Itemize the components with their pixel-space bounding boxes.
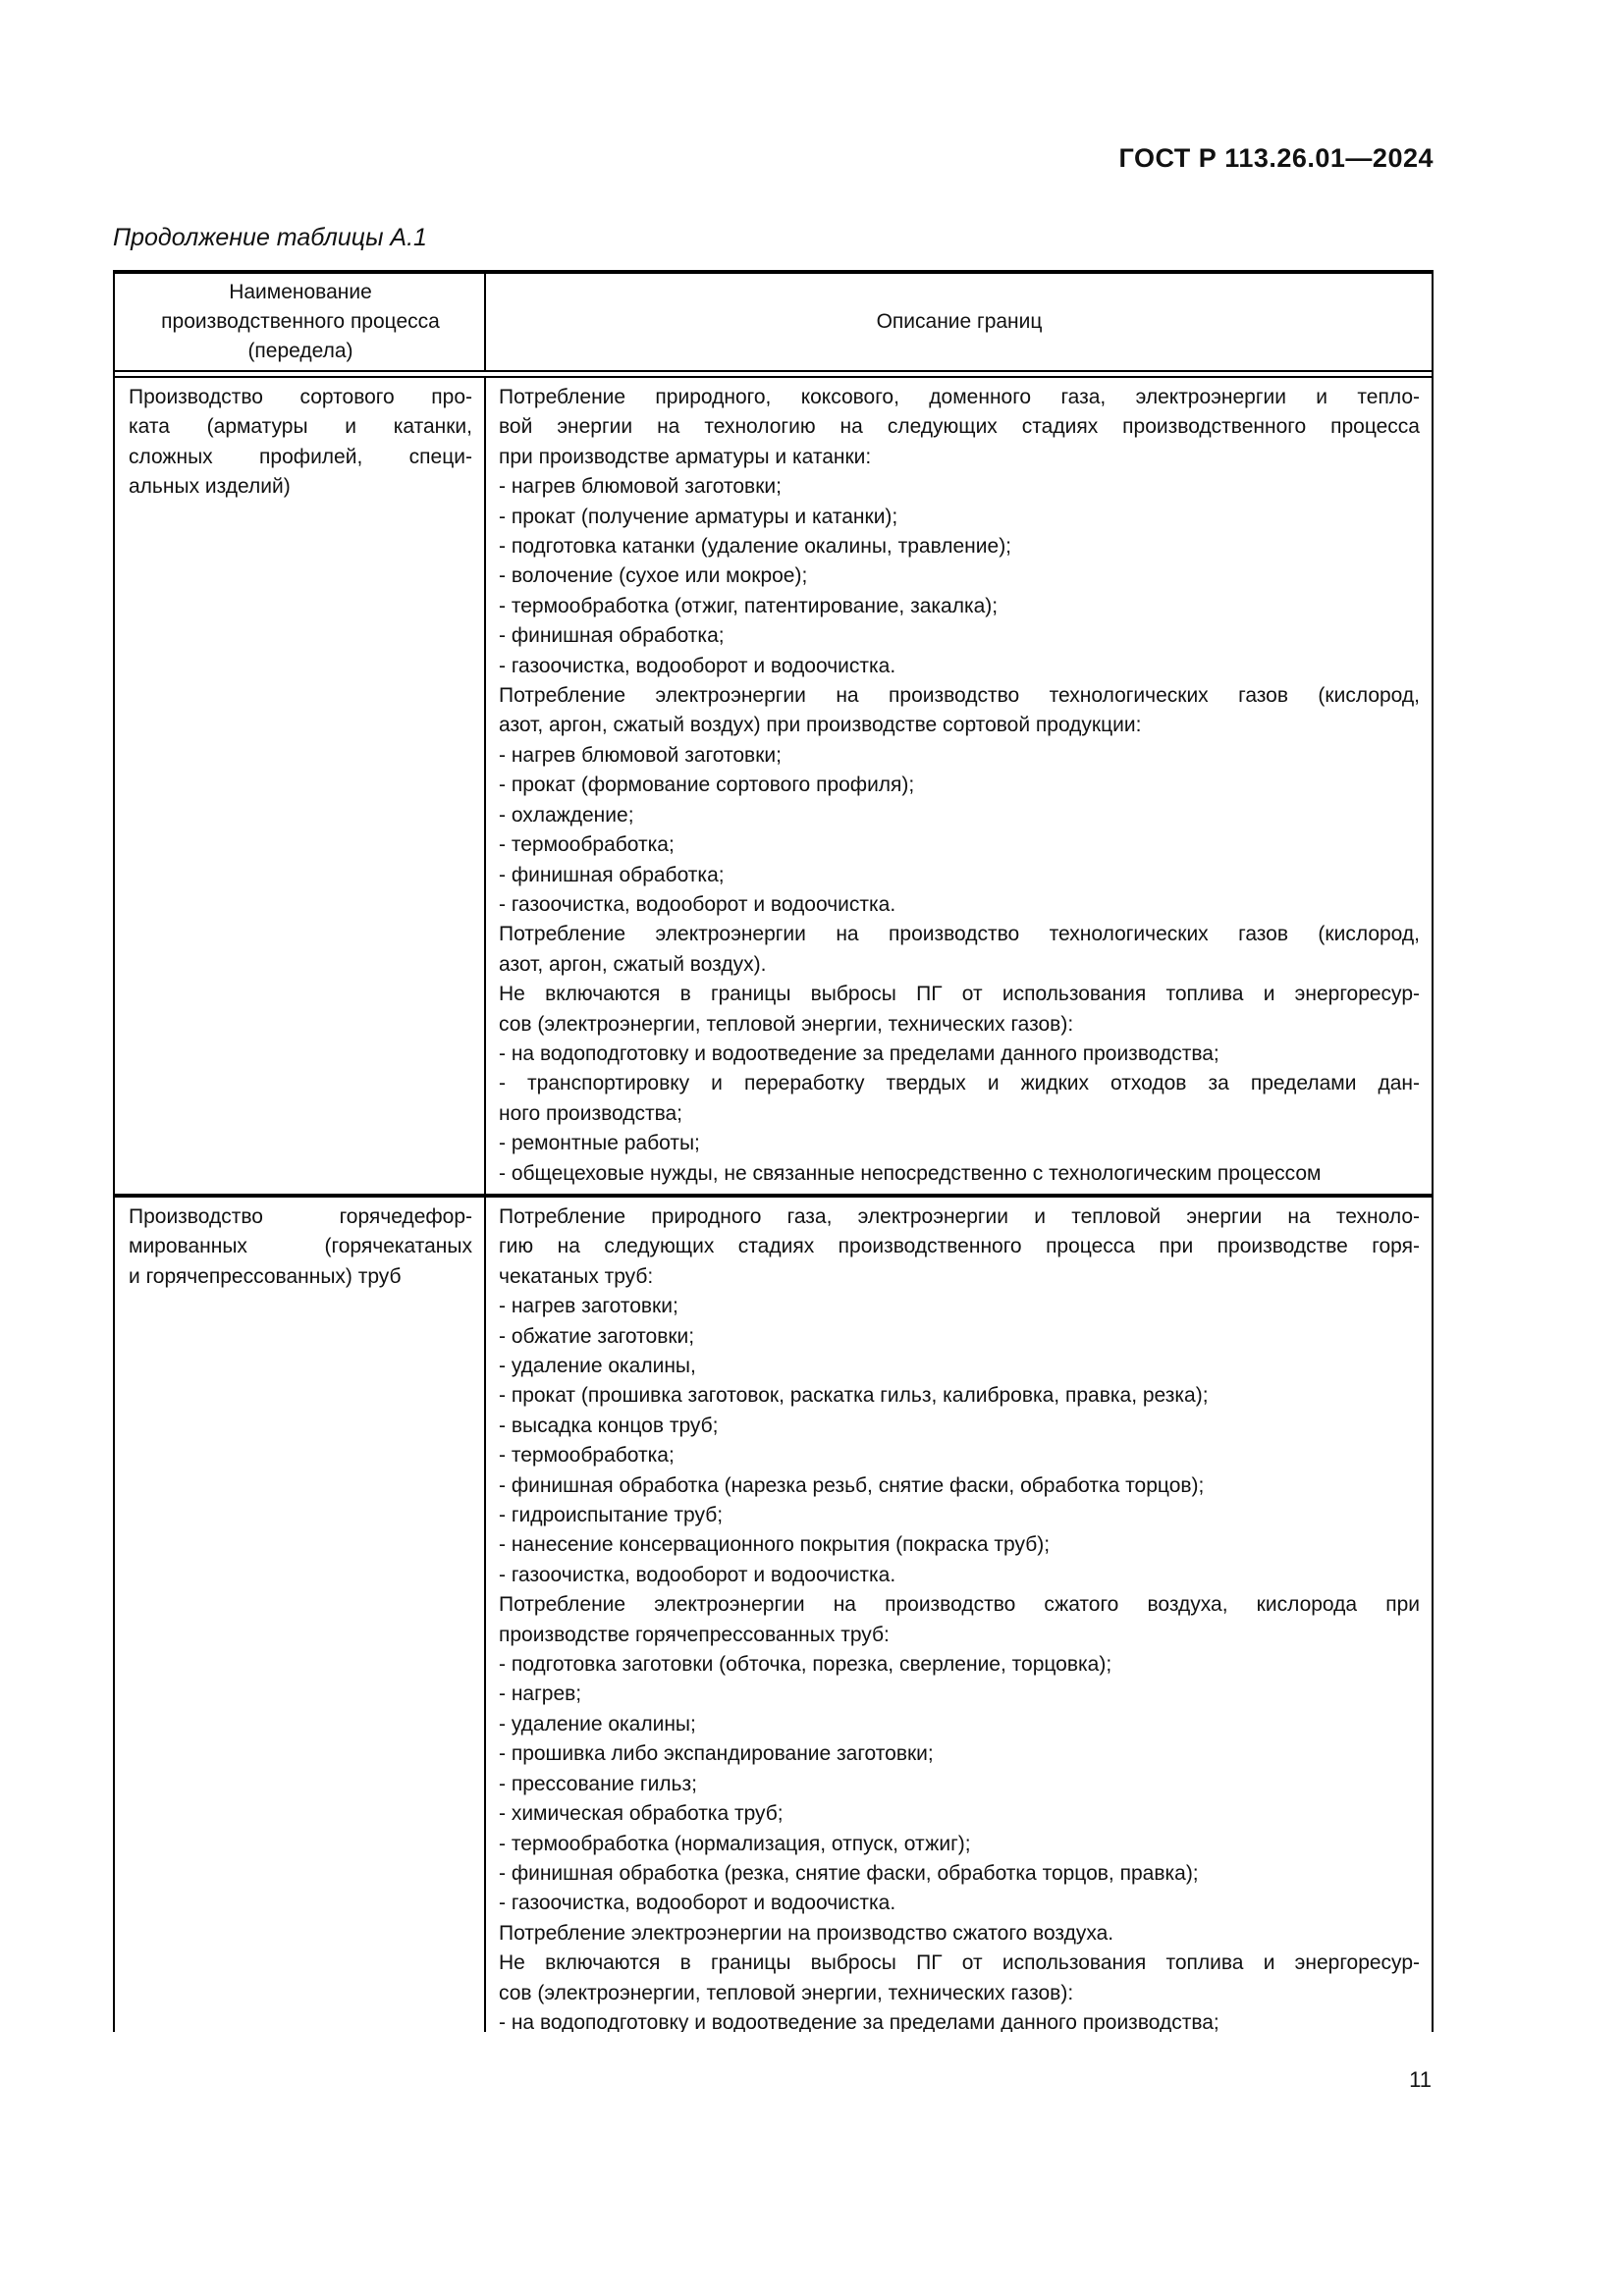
description-text-line: - нанесение консервационного покрытия (покраска труб);	[499, 1533, 1051, 1557]
description-text-line: азот, аргон, сжатый воздух) при производстве сортовой продукции:	[499, 714, 1142, 737]
description-text-line: - прокат (формование сортового профиля);	[499, 774, 915, 797]
description-text-line: - на водоподготовку и водоотведение за пределами данного производства;	[499, 1041, 1219, 1065]
description-text-line: - нагрев блюмовой заготовки;	[499, 475, 782, 499]
description-text-line: Потребление природного, коксового, доменного газа, электроэнергии и тепло-	[499, 386, 1420, 408]
description-text-line: - финишная обработка;	[499, 624, 725, 648]
description-text-line: - термообработка;	[499, 833, 675, 857]
description-text-line: - подготовка катанки (удаление окалины, травление);	[499, 535, 1012, 559]
column-header-process	[115, 274, 486, 370]
description-text-line: при производстве арматуры и катанки:	[499, 445, 872, 468]
boundaries-table	[113, 270, 1434, 2032]
description-text-line: вой энергии на технологию на следующих стадиях производственного процесса	[499, 415, 1420, 439]
description-text-line: Потребление электроэнергии на производство сжатого воздуха.	[499, 1921, 1114, 1945]
description-text-line: - удаление окалины;	[499, 1712, 696, 1735]
description-text-line: - прессование гильз;	[499, 1772, 697, 1795]
table-body	[115, 378, 1432, 2032]
description-text-line: - газоочистка, водооборот и водоочистка.	[499, 1892, 896, 1915]
description-text-line: Потребление природного газа, электроэнергии и тепловой энергии на техноло-	[499, 1204, 1420, 1228]
description-text-line: - термообработка (нормализация, отпуск, отжиг);	[499, 1832, 971, 1855]
table-row	[115, 378, 1432, 1194]
description-text-line: Не включаются в границы выбросы ПГ от использования топлива и энергоресур-	[499, 1951, 1420, 1975]
description-text-line: - термообработка (отжиг, патентирование, закалка);	[499, 594, 999, 617]
description-text-line: - газоочистка, водооборот и водоочистка.	[499, 892, 896, 916]
description-text-line: Потребление электроэнергии на производство технологических газов (кислород,	[499, 923, 1420, 946]
description-text-line: сов (электроэнергии, тепловой энергии, технических газов):	[499, 1012, 1074, 1036]
table-caption: Продолжение таблицы А.1	[113, 224, 427, 251]
description-text-line: - прошивка либо экспандирование заготовки;	[499, 1742, 934, 1766]
description-text-line: - волочение (сухое или мокрое);	[499, 564, 808, 588]
description-text-line: - термообработка;	[499, 1444, 675, 1468]
description-text-line: - газоочистка, водооборот и водоочистка.	[499, 654, 896, 677]
description-cell	[486, 378, 1432, 1194]
description-text-line: гию на следующих стадиях производственного процесса при производстве горя-	[499, 1235, 1420, 1258]
column-header-description-label: Описание границ	[876, 310, 1043, 333]
description-text-line: - обжатие заготовки;	[499, 1324, 695, 1348]
header-double-rule	[115, 370, 1432, 378]
standard-reference: ГОСТ Р 113.26.01—2024	[1118, 143, 1434, 173]
description-text-line: Потребление электроэнергии на производство сжатого воздуха, кислорода при	[499, 1593, 1420, 1617]
description-text-line: - подготовка заготовки (обточка, порезка, сверление, торцовка);	[499, 1653, 1112, 1677]
description-text-line: - финишная обработка (резка, снятие фаски, обработка торцов, правка);	[499, 1861, 1199, 1885]
description-text-line: - на водоподготовку и водоотведение за пределами данного производства;	[499, 2010, 1219, 2032]
process-text-line: и горячепрессованных) труб	[129, 1264, 402, 1288]
process-text-line: Производство сортового про-	[129, 386, 472, 408]
process-text-line: Производство горячедефор-	[129, 1204, 472, 1228]
description-text-line: - охлаждение;	[499, 803, 634, 827]
process-cell	[115, 378, 486, 1194]
description-text-line: - общецеховые нужды, не связанные непосредственно с технологическим процессом	[499, 1161, 1322, 1185]
process-text-line: альных изделий)	[129, 475, 291, 499]
description-text-line: - транспортировку и переработку твердых и жидких отходов за пределами дан-	[499, 1072, 1420, 1095]
column-header-process-line: производственного процесса	[161, 310, 440, 333]
description-text-line: азот, аргон, сжатый воздух).	[499, 952, 767, 976]
column-header-process-line: Наименование	[229, 281, 372, 303]
description-cell	[486, 1198, 1432, 2032]
description-text-line: - нагрев блюмовой заготовки;	[499, 743, 782, 767]
process-text-line: мированных (горячекатаных	[129, 1235, 472, 1258]
description-text-line: сов (электроэнергии, тепловой энергии, технических газов):	[499, 1981, 1074, 2004]
description-text-line: - финишная обработка;	[499, 863, 725, 886]
description-text-line: - прокат (прошивка заготовок, раскатка гильз, калибровка, правка, резка);	[499, 1384, 1209, 1408]
description-text-line: - нагрев;	[499, 1682, 582, 1706]
description-text-line: - гидроиспытание труб;	[499, 1504, 724, 1527]
table-header-row	[115, 274, 1432, 370]
description-text-line: - удаление окалины,	[499, 1355, 696, 1377]
description-text-line: - высадка концов труб;	[499, 1414, 719, 1437]
description-text-line: Потребление электроэнергии на производство технологических газов (кислород,	[499, 684, 1420, 708]
description-text-line: - ремонтные работы;	[499, 1132, 700, 1155]
process-text-line: ката (арматуры и катанки,	[129, 415, 472, 439]
column-header-process-line: (передела)	[247, 340, 353, 362]
page-number: 11	[1409, 2067, 1432, 2092]
description-text-line: ного производства;	[499, 1101, 683, 1125]
description-text-line: - нагрев заготовки;	[499, 1295, 678, 1318]
process-text-line: сложных профилей, специ-	[129, 445, 472, 468]
description-text-line: Не включаются в границы выбросы ПГ от использования топлива и энергоресур-	[499, 983, 1420, 1006]
process-cell	[115, 1198, 486, 2032]
description-text-line: производстве горячепрессованных труб:	[499, 1623, 890, 1646]
description-text-line: - газоочистка, водооборот и водоочистка.	[499, 1563, 896, 1586]
description-text-line: - финишная обработка (нарезка резьб, снятие фаски, обработка торцов);	[499, 1473, 1205, 1497]
table-row	[115, 1194, 1432, 2032]
column-header-description	[486, 274, 1432, 370]
description-text-line: - химическая обработка труб;	[499, 1802, 784, 1826]
description-text-line: - прокат (получение арматуры и катанки);	[499, 505, 898, 528]
description-text-line: чекатаных труб:	[499, 1264, 654, 1288]
